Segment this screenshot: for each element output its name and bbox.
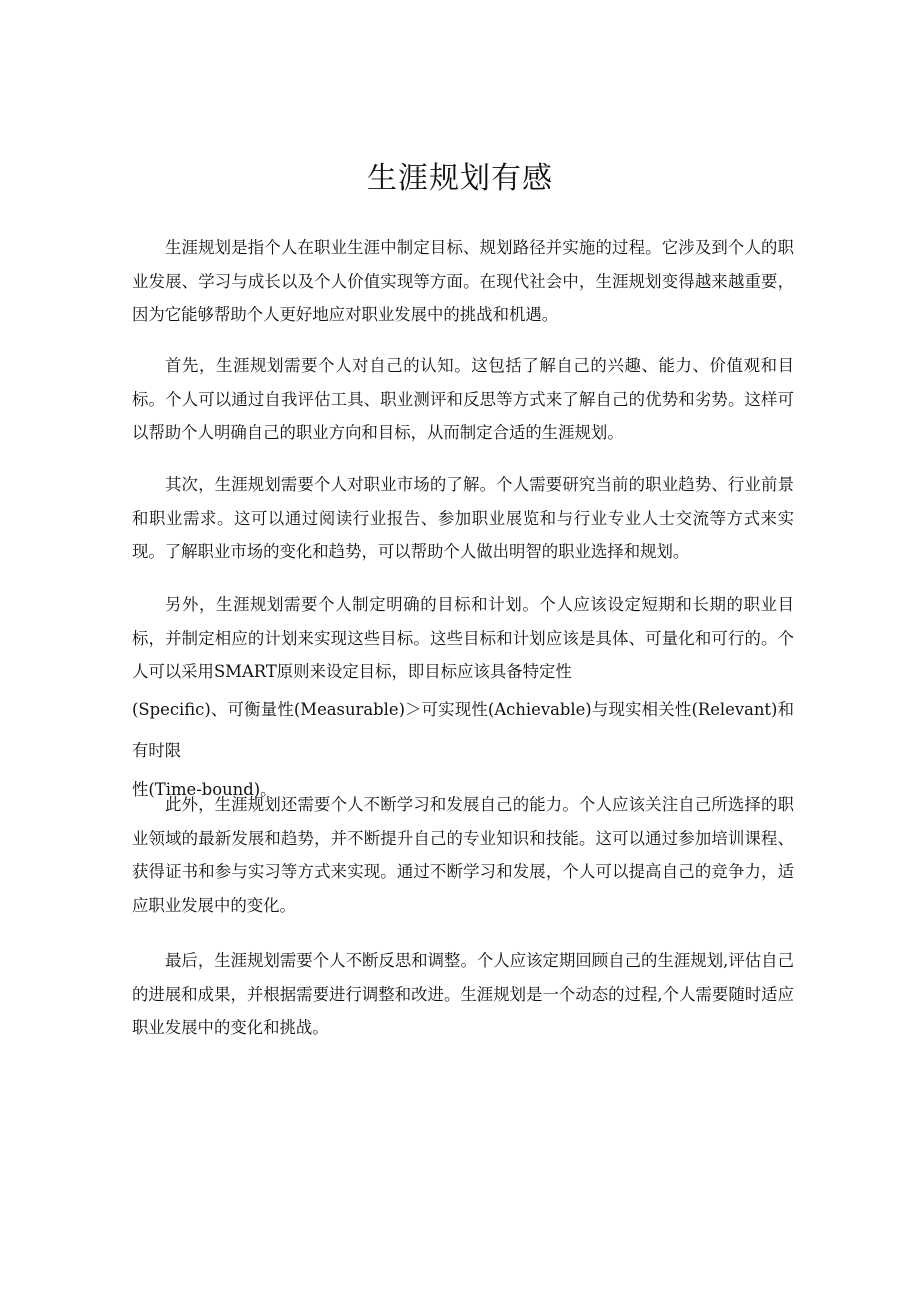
paragraph-learning: 此外，生涯规划还需要个人不断学习和发展自己的能力。个人应该关注自己所选择的职业领域的最新发展和趋势，并不断提升自己的专业知识和技能。这可以通过参加培训课程、获得证书和参与实习等方式来实现。通过不断学习和发展，个人可以提高自己的竞争力，适应职业发展中的变化。 — [132, 795, 794, 915]
paragraph-market-knowledge: 其次，生涯规划需要个人对职业市场的了解。个人需要研究当前的职业趋势、行业前景和职业需求。这可以通过阅读行业报告、参加职业展览和与行业专业人士交流等方式来实现。了解职业市场的变化和趋势，可以帮助个人做出明智的职业选择和规划。 — [132, 475, 794, 561]
page-title: 生涯规划有感 — [367, 161, 553, 196]
paragraph-goals — [132, 588, 794, 809]
paragraph-goals-smart-line: (Specific)、可衡量性(Measurable)＞可实现性(Achievable)与现实相关性(Relevant)和有时限 — [132, 699, 794, 760]
paragraph-self-awareness: 首先，生涯规划需要个人对自己的认知。这包括了解自己的兴趣、能力、价值观和目标。个人可以通过自我评估工具、职业测评和反思等方式来了解自己的优势和劣势。这样可以帮助个人明确自己的职业方向和目标，从而制定合适的生涯规划。 — [132, 356, 794, 442]
paragraph-goals-body: 另外，生涯规划需要个人制定明确的目标和计划。个人应该设定短期和长期的职业目标，并制定相应的计划来实现这些目标。这些目标和计划应该是具体、可量化和可行的。个人可以采用SMART原则来设定目标，即目标应该具备特定性 — [132, 595, 794, 681]
paragraph-reflection: 最后，生涯规划需要个人不断反思和调整。个人应该定期回顾自己的生涯规划,评估自己的进展和成果，并根据需要进行调整和改进。生涯规划是一个动态的过程,个人需要随时适应职业发展中的变化和挑战。 — [132, 951, 794, 1037]
paragraph-intro: 生涯规划是指个人在职业生涯中制定目标、规划路径并实施的过程。它涉及到个人的职业发展、学习与成长以及个人价值实现等方面。在现代社会中，生涯规划变得越来越重要，因为它能够帮助个人更好地应对职业发展中的挑战和机遇。 — [132, 238, 794, 324]
paragraph-goals-end: 性(Time-bound)。 — [132, 779, 277, 799]
